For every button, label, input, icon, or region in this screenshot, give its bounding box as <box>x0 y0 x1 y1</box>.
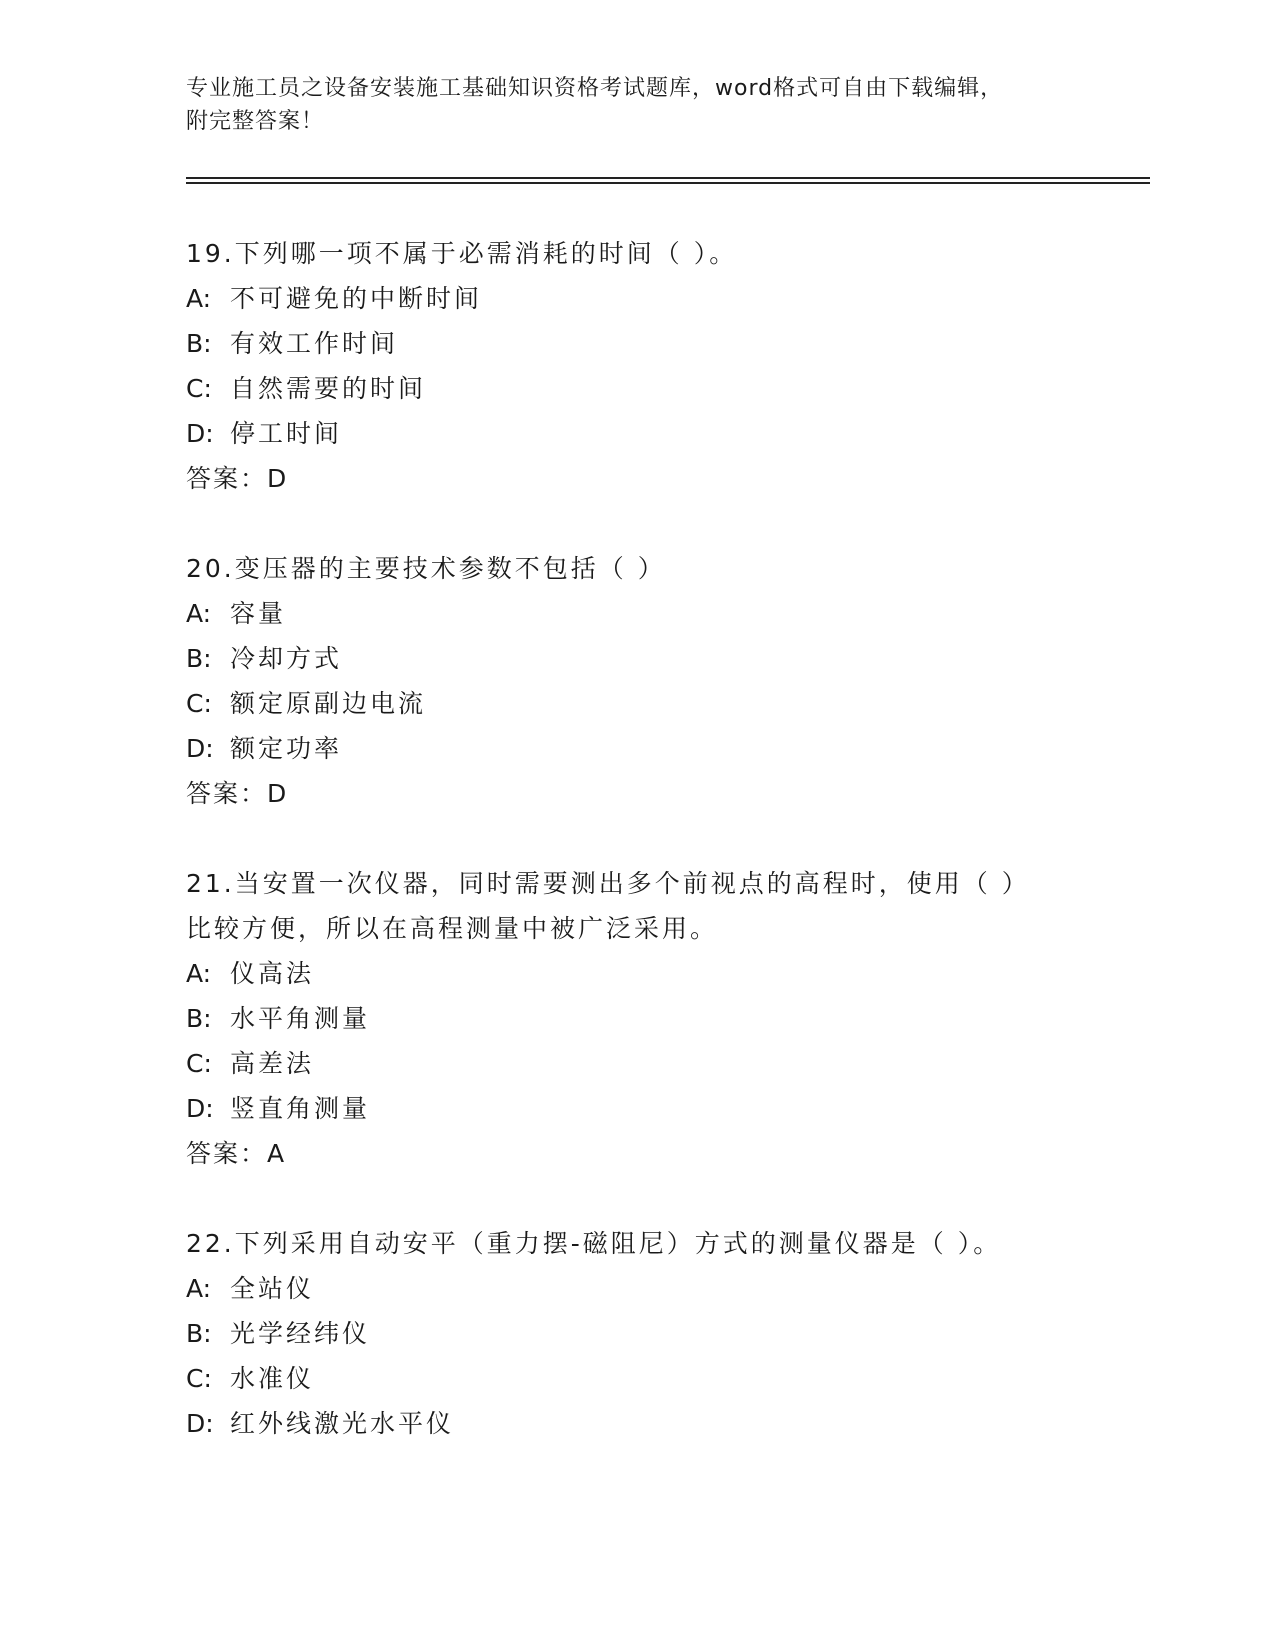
question-20 <box>186 546 1086 816</box>
option-letter: B: <box>186 1004 212 1033</box>
option-text: 竖直角测量 <box>230 1094 371 1123</box>
question-stem: 19.下列哪一项不属于必需消耗的时间（ ）。 <box>186 239 738 268</box>
option-b <box>186 1311 1086 1356</box>
option-letter: C: <box>186 374 212 403</box>
option-letter: D: <box>186 1409 214 1438</box>
option-letter: B: <box>186 644 212 673</box>
option-a <box>186 276 1086 321</box>
option-d <box>186 1086 1086 1131</box>
option-c <box>186 681 1086 726</box>
document-header <box>186 72 1086 138</box>
answer: 答案：D <box>186 779 289 808</box>
answer: 答案：D <box>186 464 289 493</box>
question-stem: 22.下列采用自动安平（重力摆-磁阻尼）方式的测量仪器是（ ）。 <box>186 1229 1002 1258</box>
option-b <box>186 321 1086 366</box>
option-text: 不可避免的中断时间 <box>230 284 483 313</box>
header-line-1: 专业施工员之设备安装施工基础知识资格考试题库，word格式可自由下载编辑， <box>186 76 1004 101</box>
option-letter: A: <box>186 284 212 313</box>
option-letter: D: <box>186 1094 214 1123</box>
option-text: 光学经纬仪 <box>230 1319 371 1348</box>
option-letter: C: <box>186 689 212 718</box>
option-c <box>186 1356 1086 1401</box>
option-text: 水平角测量 <box>230 1004 371 1033</box>
option-a <box>186 1266 1086 1311</box>
option-a <box>186 591 1086 636</box>
option-b <box>186 636 1086 681</box>
option-letter: B: <box>186 1319 212 1348</box>
question-stem: 20.变压器的主要技术参数不包括（ ） <box>186 554 666 583</box>
question-19 <box>186 231 1086 501</box>
option-c <box>186 366 1086 411</box>
option-text: 额定功率 <box>230 734 343 763</box>
question-21 <box>186 861 1086 1176</box>
option-letter: B: <box>186 329 212 358</box>
option-text: 停工时间 <box>230 419 343 448</box>
option-text: 有效工作时间 <box>230 329 399 358</box>
option-text: 容量 <box>230 599 287 628</box>
option-a <box>186 951 1086 996</box>
option-c <box>186 1041 1086 1086</box>
option-letter: D: <box>186 419 214 448</box>
option-text: 全站仪 <box>230 1274 315 1303</box>
option-letter: A: <box>186 599 212 628</box>
option-text: 仪高法 <box>230 959 315 988</box>
question-stem-line-1: 21.当安置一次仪器，同时需要测出多个前视点的高程时，使用（ ） <box>186 869 1030 898</box>
question-22 <box>186 1221 1086 1446</box>
option-text: 额定原副边电流 <box>230 689 427 718</box>
option-text: 红外线激光水平仪 <box>230 1409 455 1438</box>
option-letter: C: <box>186 1049 212 1078</box>
question-stem-line-2: 比较方便，所以在高程测量中被广泛采用。 <box>186 914 719 943</box>
option-text: 水准仪 <box>230 1364 315 1393</box>
answer: 答案：A <box>186 1139 287 1168</box>
option-text: 冷却方式 <box>230 644 343 673</box>
option-d <box>186 411 1086 456</box>
option-letter: A: <box>186 959 212 988</box>
option-letter: C: <box>186 1364 212 1393</box>
option-letter: D: <box>186 734 214 763</box>
option-text: 高差法 <box>230 1049 315 1078</box>
header-rule-bottom <box>186 182 1150 184</box>
option-b <box>186 996 1086 1041</box>
option-d <box>186 1401 1086 1446</box>
option-d <box>186 726 1086 771</box>
header-line-2: 附完整答案！ <box>186 109 325 134</box>
option-text: 自然需要的时间 <box>230 374 427 403</box>
option-letter: A: <box>186 1274 212 1303</box>
header-rule-top <box>186 177 1150 179</box>
